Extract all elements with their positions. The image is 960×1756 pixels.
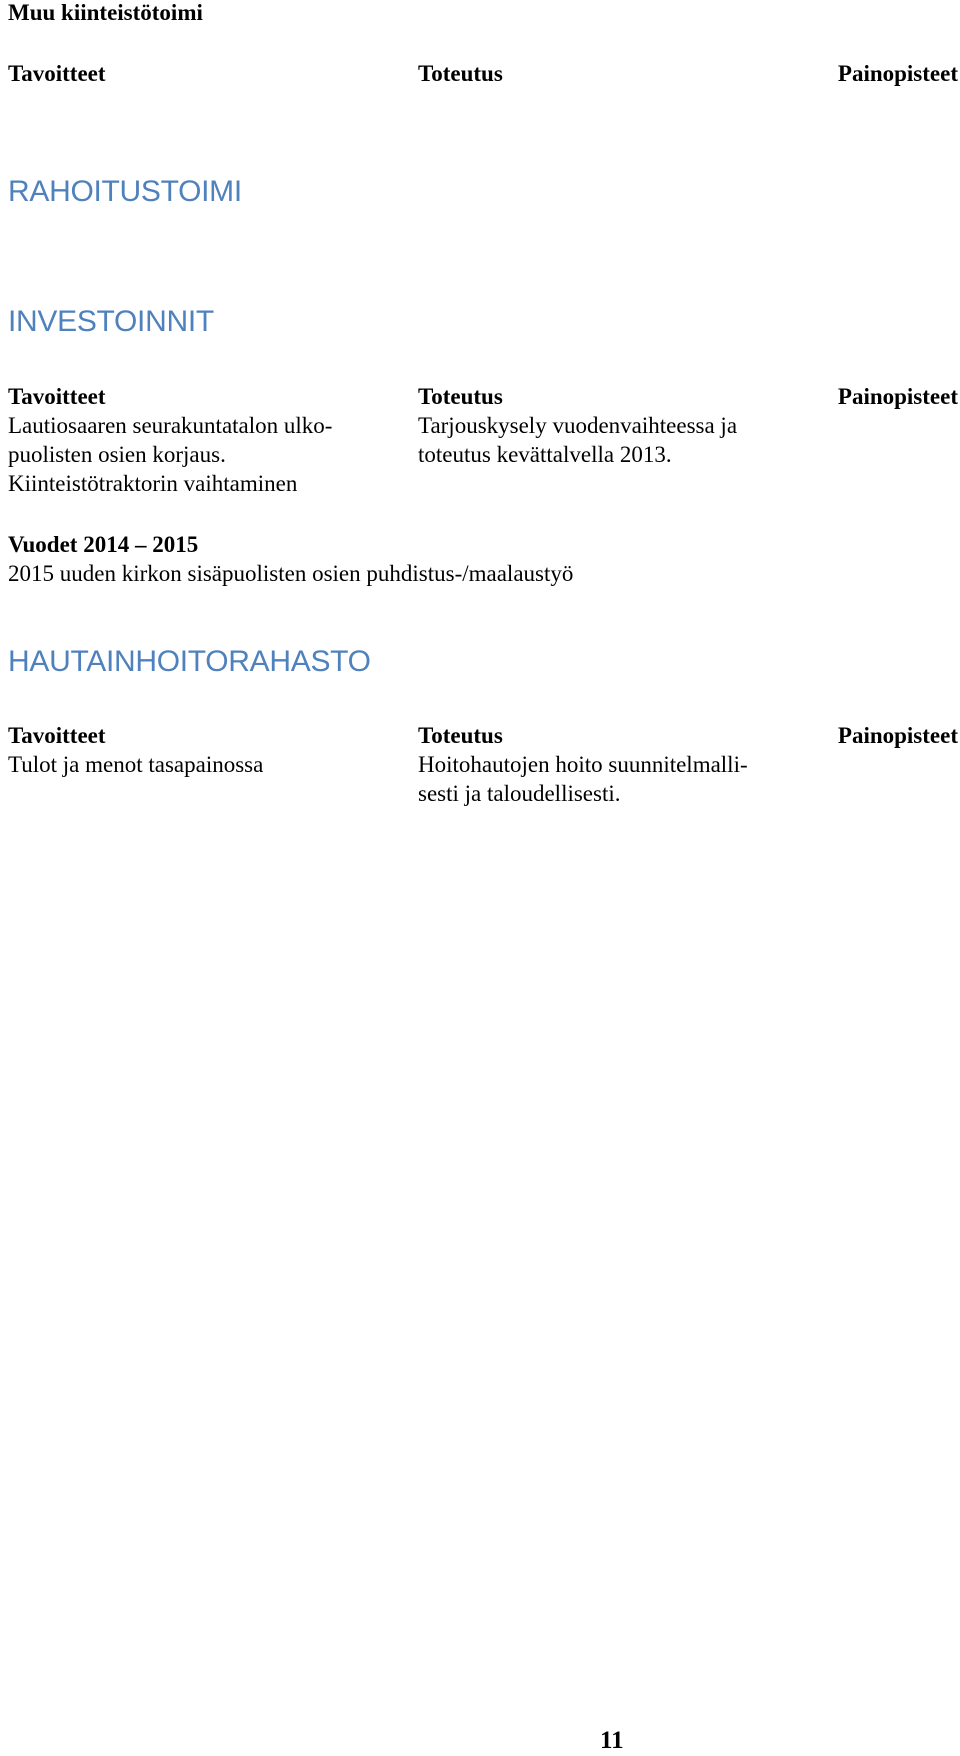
investoinnit-toteutus-line: toteutus kevättalvella 2013. <box>418 442 672 467</box>
hautainhoitorahasto-header-tavoitteet: Tavoitteet <box>8 723 106 748</box>
investoinnit-tavoitteet-line: Lautiosaaren seurakuntatalon ulko- <box>8 413 333 438</box>
hautainhoitorahasto-header-painopisteet: Painopisteet <box>837 723 958 748</box>
hautainhoitorahasto-toteutus-line: Hoitohautojen hoito suunnitelmalli- <box>418 752 748 777</box>
header-tavoitteet: Tavoitteet <box>8 61 106 86</box>
investoinnit-tavoitteet-line: puolisten osien korjaus. <box>8 442 226 467</box>
header-painopisteet: Painopisteet <box>837 61 958 86</box>
hautainhoitorahasto-toteutus-line: sesti ja taloudellisesti. <box>418 781 621 806</box>
investoinnit-header-painopisteet: Painopisteet <box>837 384 958 409</box>
investoinnit-years-heading: Vuodet 2014 – 2015 <box>8 532 199 557</box>
investoinnit-header-toteutus: Toteutus <box>418 384 503 409</box>
investoinnit-header-tavoitteet: Tavoitteet <box>8 384 106 409</box>
page-number: 11 <box>600 1727 624 1754</box>
investoinnit-tavoitteet-line: Kiinteistötraktorin vaihtaminen <box>8 471 298 496</box>
section-heading-investoinnit: INVESTOINNIT <box>8 305 214 338</box>
section-title-muu-kiinteistotoimi: Muu kiinteistötoimi <box>8 0 203 25</box>
header-toteutus: Toteutus <box>418 61 503 86</box>
hautainhoitorahasto-header-toteutus: Toteutus <box>418 723 503 748</box>
investoinnit-years-text: 2015 uuden kirkon sisäpuolisten osien puhdistus-/maalaustyö <box>8 561 574 586</box>
investoinnit-toteutus-line: Tarjouskysely vuodenvaihteessa ja <box>418 413 738 438</box>
section-heading-rahoitustoimi: RAHOITUSTOIMI <box>8 175 242 208</box>
hautainhoitorahasto-tavoitteet-line: Tulot ja menot tasapainossa <box>8 752 264 777</box>
section-heading-hautainhoitorahasto: HAUTAINHOITORAHASTO <box>8 645 371 678</box>
